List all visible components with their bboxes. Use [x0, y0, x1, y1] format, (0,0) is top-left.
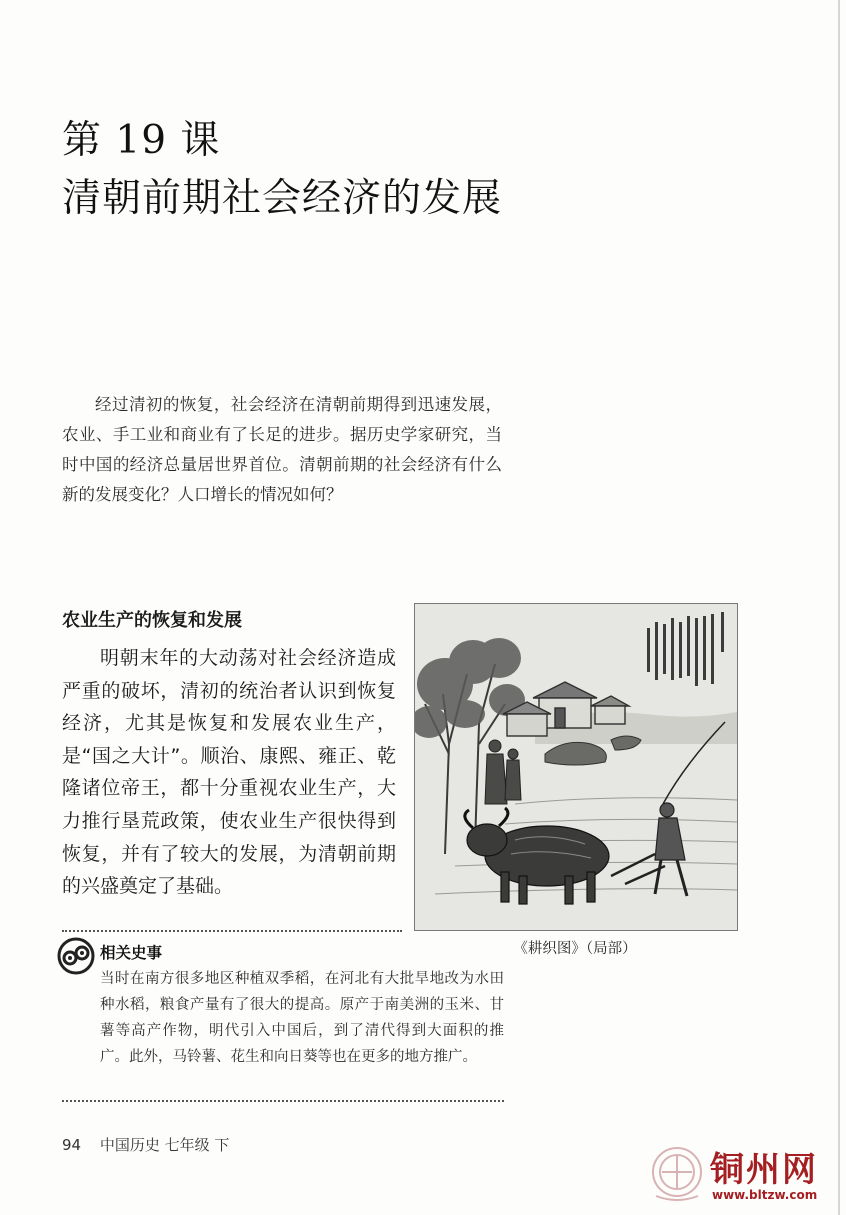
page-footer	[62, 1134, 229, 1155]
lesson-number: 第 19 课	[62, 118, 221, 163]
related-box-top-rule	[62, 930, 402, 932]
lesson-name: 清朝前期社会经济的发展	[62, 176, 503, 221]
related-box-title: 相关史事	[100, 944, 163, 962]
section-heading: 农业生产的恢复和发展	[62, 610, 242, 631]
watermark-url: www.bltzw.com	[712, 1188, 818, 1202]
section-body: 明朝末年的大动荡对社会经济造成严重的破坏，清初的统治者认识到恢复经济，尤其是恢复和发展农业生产，是“国之大计”。顺治、康熙、雍正、乾隆诸位帝王，都十分重视农业生产，大力推行垦荒政策，使农业生产很快得到恢复，并有了较大的发展，为清朝前期的兴盛奠定了基础。	[62, 647, 396, 898]
intro-paragraph: 经过清初的恢复，社会经济在清朝前期得到迅速发展，农业、手工业和商业有了长足的进步。据历史学家研究，当时中国的经济总量居世界首位。清朝前期的社会经济有什么新的发展变化？人口增长的情况如何？	[62, 395, 502, 504]
plowing-scene-drawing	[415, 604, 737, 930]
figure-caption: 《耕织图》（局部）	[513, 941, 637, 957]
related-history-icon	[56, 936, 96, 980]
book-title: 中国历史 七年级 下	[99, 1136, 230, 1154]
watermark	[648, 1140, 838, 1210]
page-number: 94	[62, 1136, 82, 1154]
page-edge	[838, 0, 840, 1215]
watermark-logo-icon	[648, 1142, 706, 1204]
gengzhi-illustration	[414, 603, 738, 931]
watermark-brand: 铜州网	[710, 1150, 818, 1190]
lesson-title	[62, 112, 502, 228]
related-box-bottom-rule	[62, 1100, 504, 1102]
related-box-text: 当时在南方很多地区种植双季稻，在河北有大批旱地改为水田种水稻，粮食产量有了很大的提高。原产于南美洲的玉米、甘薯等高产作物，明代引入中国后，到了清代得到大面积的推广。此外，马铃薯、花生和向日葵等也在更多的地方推广。	[100, 971, 504, 1065]
